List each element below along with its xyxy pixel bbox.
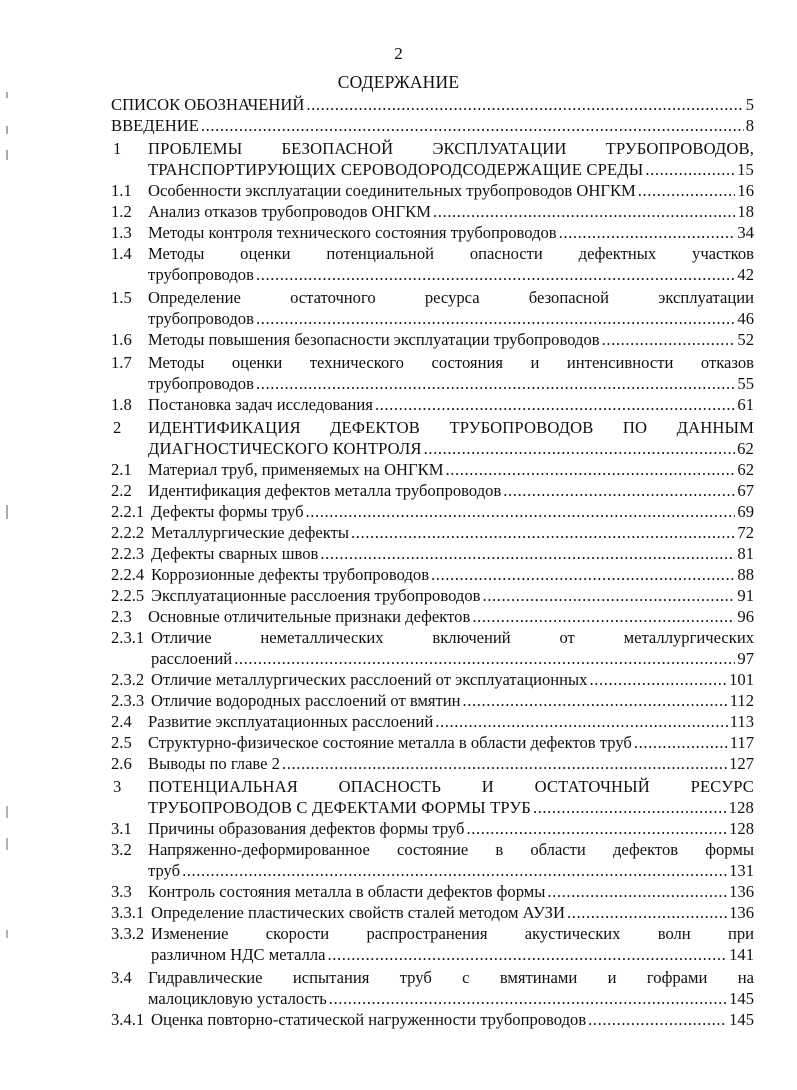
dot-leader — [645, 159, 735, 180]
toc-entry[interactable] — [111, 94, 754, 115]
dot-leader — [445, 459, 735, 480]
toc-entry-page: 5 — [745, 95, 754, 114]
toc-entry-number: 2.2.5 — [111, 586, 145, 605]
toc-entry-title: Контроль состояния металла в области дефектов формы — [148, 882, 546, 901]
toc-entry-page: 101 — [729, 670, 754, 689]
toc-entry[interactable] — [111, 417, 754, 459]
dot-leader — [256, 308, 735, 329]
toc-entry-title: Развитие эксплуатационных расслоений — [148, 712, 434, 731]
toc-entry-number: 3.4 — [111, 968, 132, 987]
toc-entry-number: 1.7 — [111, 353, 132, 372]
toc-entry-page: 62 — [737, 460, 754, 479]
toc-entry-number: 1.8 — [111, 395, 132, 414]
toc-entry[interactable] — [111, 180, 754, 201]
toc-entry-number: 3 — [113, 777, 122, 796]
toc-entry-title: Материал труб, применяемых на ОНГКМ — [148, 460, 444, 479]
toc-entry-title: Металлургические дефекты — [151, 523, 350, 542]
toc-entry-page: 16 — [737, 181, 754, 200]
toc-title: СОДЕРЖАНИЕ — [337, 72, 460, 92]
toc-entry-page: 113 — [729, 712, 754, 731]
toc-entry-number: 1.1 — [111, 181, 132, 200]
toc-entry-number: 2.2 — [111, 481, 132, 500]
toc-entry-page: 67 — [737, 481, 754, 500]
toc-entry-page: 8 — [745, 116, 754, 135]
toc-entry-title: Выводы по главе 2 — [148, 754, 280, 773]
toc-entry-number: 2.2.1 — [111, 502, 145, 521]
toc-entry-title: Отличие неметаллических включений от металлургических — [151, 628, 754, 647]
dot-leader — [559, 222, 736, 243]
toc-entry-page: 15 — [737, 160, 754, 179]
toc-entry-page: 42 — [737, 265, 754, 284]
toc-entry[interactable] — [111, 329, 754, 350]
toc-entry-title: Причины образования дефектов формы труб — [148, 819, 465, 838]
toc-entry-page: 72 — [737, 523, 754, 542]
toc-entry[interactable] — [111, 352, 754, 394]
toc-entry-page: 34 — [737, 223, 754, 242]
page-number: 2 — [394, 44, 403, 63]
toc-entry-number: 3.2 — [111, 840, 132, 859]
scan-mark — [6, 92, 8, 98]
toc-entry-title: Особенности эксплуатации соединительных трубопроводов ОНГКМ — [148, 181, 636, 200]
dot-leader — [201, 115, 744, 136]
dot-leader — [503, 480, 735, 501]
toc-entry-number: 2.2.3 — [111, 544, 145, 563]
toc-entry-page: 46 — [737, 309, 754, 328]
dot-leader — [602, 329, 736, 350]
toc-entry-page: 18 — [737, 202, 754, 221]
dot-leader — [424, 438, 736, 459]
toc-entry-page: 128 — [729, 819, 754, 838]
scan-mark — [6, 838, 8, 850]
toc-entry-title: Эксплуатационные расслоения трубопроводов — [151, 586, 481, 605]
toc-entry[interactable] — [111, 459, 754, 480]
dot-leader — [328, 944, 728, 965]
toc-entry-page: 136 — [729, 903, 754, 922]
dot-leader — [634, 732, 728, 753]
toc-entry-title: ТРАНСПОРТИРУЮЩИХ СЕРОВОДОРОДСОДЕРЖАЩИЕ СРЕДЫ — [148, 160, 644, 179]
toc-entry-title: ДИАГНОСТИЧЕСКОГО КОНТРОЛЯ — [148, 439, 422, 458]
dot-leader — [435, 711, 727, 732]
toc-entry-title: Анализ отказов трубопроводов ОНГКМ — [148, 202, 431, 221]
dot-leader — [182, 860, 727, 881]
toc-entry-number: 2.1 — [111, 460, 132, 479]
toc-entry-title: Напряженно-деформированное состояние в области дефектов формы — [148, 840, 754, 859]
toc-entry[interactable] — [111, 1009, 754, 1030]
scan-mark — [6, 126, 8, 134]
toc-entry-title: Методы контроля технического состояния трубопроводов — [148, 223, 557, 242]
toc-entry[interactable] — [111, 732, 754, 753]
toc-entry-page: 81 — [737, 544, 754, 563]
toc-entry-page: 141 — [729, 945, 754, 964]
scan-mark — [6, 505, 8, 519]
toc-entry-number: 3.3 — [111, 882, 132, 901]
dot-leader — [638, 180, 736, 201]
toc-entry-title: Определение остаточного ресурса безопасной эксплуатации — [148, 288, 754, 307]
toc-entry-title: труб — [148, 861, 181, 880]
toc-entry-title: Оценка повторно-статической нагруженности трубопроводов — [151, 1010, 587, 1029]
toc-entry[interactable] — [111, 543, 754, 564]
toc-entry[interactable] — [111, 776, 754, 818]
toc-entry[interactable] — [111, 243, 754, 285]
dot-leader — [256, 373, 735, 394]
toc-entry[interactable] — [111, 287, 754, 329]
toc-entry-page: 136 — [729, 882, 754, 901]
toc-entry[interactable] — [111, 669, 754, 690]
toc-entry-page: 128 — [728, 798, 754, 817]
toc-entry-title: различном НДС металла — [151, 945, 326, 964]
toc-entry[interactable] — [111, 222, 754, 243]
toc-entry-number: 3.1 — [111, 819, 132, 838]
dot-leader — [466, 818, 727, 839]
toc-entry-page: 91 — [737, 586, 754, 605]
dot-leader — [234, 648, 735, 669]
toc-entry[interactable] — [111, 501, 754, 522]
toc-entry[interactable] — [111, 711, 754, 732]
toc-entry-number: 2.2.4 — [111, 565, 145, 584]
dot-leader — [567, 902, 727, 923]
dot-leader — [431, 564, 735, 585]
toc-entry-title: Определение пластических свойств сталей методом АУЗИ — [151, 903, 565, 922]
toc-entry-page: 97 — [737, 649, 754, 668]
scan-mark — [6, 930, 8, 938]
toc-entry[interactable] — [111, 839, 754, 881]
toc-entry[interactable] — [111, 690, 754, 711]
scan-mark — [6, 806, 8, 818]
dot-leader — [463, 690, 728, 711]
scan-mark — [6, 150, 8, 160]
dot-leader — [433, 201, 735, 222]
toc-entry[interactable] — [111, 480, 754, 501]
dot-leader — [320, 543, 735, 564]
toc-entry-page: 145 — [729, 1010, 754, 1029]
toc-entry-number: 1.2 — [111, 202, 132, 221]
toc-entry-number: 2.3 — [111, 607, 132, 626]
toc-entry-title: Дефекты сварных швов — [151, 544, 319, 563]
toc-entry[interactable] — [111, 522, 754, 543]
toc-entry-title: ПРОБЛЕМЫ БЕЗОПАСНОЙ ЭКСПЛУАТАЦИИ ТРУБОПРОВОДОВ, — [148, 139, 754, 158]
dot-leader — [588, 1009, 727, 1030]
toc-entry-number: 1.3 — [111, 223, 132, 242]
toc-entry-number: 2.5 — [111, 733, 132, 752]
toc-entry-page: 145 — [729, 989, 754, 1008]
dot-leader — [329, 988, 727, 1009]
toc-entry-title: Постановка задач исследования — [148, 395, 373, 414]
toc-entry[interactable] — [111, 923, 754, 965]
toc-entry[interactable] — [111, 902, 754, 923]
toc-entry-page: 62 — [737, 439, 754, 458]
toc-entry[interactable] — [111, 818, 754, 839]
toc-entry-title: Коррозионные дефекты трубопроводов — [151, 565, 430, 584]
toc-entry-page: 127 — [729, 754, 754, 773]
toc-entry[interactable] — [111, 627, 754, 669]
toc-entry-title: Методы оценки технического состояния и интенсивности отказов — [148, 353, 754, 372]
toc-entry-title: малоцикловую усталость — [148, 989, 327, 1008]
toc-entry-page: 112 — [729, 691, 754, 710]
toc-entry-number: 2.4 — [111, 712, 132, 731]
toc-entry-page: 131 — [729, 861, 754, 880]
toc-entry-title: Структурно-физическое состояние металла в области дефектов труб — [148, 733, 632, 752]
toc-entry-title: Отличие водородных расслоений от вмятин — [151, 691, 461, 710]
toc-entry[interactable] — [111, 394, 754, 415]
toc-entry-title: ВВЕДЕНИЕ — [111, 116, 199, 135]
toc-entry-title: ИДЕНТИФИКАЦИЯ ДЕФЕКТОВ ТРУБОПРОВОДОВ ПО ДАННЫМ — [148, 418, 754, 437]
toc-entry-page: 69 — [737, 502, 754, 521]
toc-entry-number: 3.3.2 — [111, 924, 145, 943]
dot-leader — [256, 264, 735, 285]
toc-entry-number: 2.3.3 — [111, 691, 145, 710]
toc-entry-number: 2.6 — [111, 754, 132, 773]
toc-entry-number: 2.2.2 — [111, 523, 145, 542]
toc-entry-number: 1 — [113, 139, 122, 158]
toc-entry[interactable] — [111, 753, 754, 774]
toc-entry-page: 117 — [729, 733, 754, 752]
toc-entry[interactable] — [111, 881, 754, 902]
toc-entry[interactable] — [111, 115, 754, 136]
dot-leader — [533, 797, 727, 818]
toc-entry[interactable] — [111, 138, 754, 180]
toc-entry-title: расслоений — [151, 649, 233, 668]
toc-entry-number: 2 — [113, 418, 122, 437]
toc-entry-title: Изменение скорости распространения акустических волн при — [151, 924, 754, 943]
toc-entry-page: 88 — [737, 565, 754, 584]
dot-leader — [351, 522, 735, 543]
toc-entry-title: Дефекты формы труб — [151, 502, 304, 521]
toc-entry-title: СПИСОК ОБОЗНАЧЕНИЙ — [111, 95, 305, 114]
toc-entry-number: 3.4.1 — [111, 1010, 145, 1029]
toc-entry-page: 96 — [737, 607, 754, 626]
toc-entry-page: 52 — [737, 330, 754, 349]
toc-entry[interactable] — [111, 201, 754, 222]
toc-entry-page: 55 — [737, 374, 754, 393]
toc-entry-title: трубопроводов — [148, 309, 254, 328]
toc-entry-title: ПОТЕНЦИАЛЬНАЯ ОПАСНОСТЬ И ОСТАТОЧНЫЙ РЕСУРС — [148, 777, 754, 796]
toc-entry[interactable] — [111, 967, 754, 1009]
toc-entry-number: 2.3.1 — [111, 628, 145, 647]
toc-entry-title: трубопроводов — [148, 265, 254, 284]
toc-entry-title: Методы оценки потенциальной опасности дефектных участков — [148, 244, 754, 263]
toc-entry[interactable] — [111, 585, 754, 606]
toc-entry-title: трубопроводов — [148, 374, 254, 393]
dot-leader — [375, 394, 735, 415]
toc-entry-number: 2.3.2 — [111, 670, 145, 689]
toc-entry-title: Идентификация дефектов металла трубопроводов — [148, 481, 502, 500]
toc-entry-number: 3.3.1 — [111, 903, 145, 922]
toc-entry-title: Основные отличительные признаки дефектов — [148, 607, 471, 626]
table-of-contents — [111, 94, 754, 1030]
toc-entry[interactable] — [111, 606, 754, 627]
dot-leader — [589, 669, 727, 690]
toc-entry[interactable] — [111, 564, 754, 585]
toc-entry-page: 61 — [737, 395, 754, 414]
toc-entry-title: Отличие металлургических расслоений от эксплуатационных — [151, 670, 588, 689]
toc-entry-title: Методы повышения безопасности эксплуатации трубопроводов — [148, 330, 600, 349]
dot-leader — [482, 585, 735, 606]
toc-entry-number: 1.6 — [111, 330, 132, 349]
toc-entry-title: ТРУБОПРОВОДОВ С ДЕФЕКТАМИ ФОРМЫ ТРУБ — [148, 798, 531, 817]
dot-leader — [547, 881, 727, 902]
toc-entry-title: Гидравлические испытания труб с вмятинами и гофрами на — [148, 968, 754, 987]
dot-leader — [306, 501, 736, 522]
dot-leader — [472, 606, 735, 627]
dot-leader — [282, 753, 727, 774]
dot-leader — [306, 94, 743, 115]
toc-entry-number: 1.5 — [111, 288, 132, 307]
toc-entry-number: 1.4 — [111, 244, 132, 263]
